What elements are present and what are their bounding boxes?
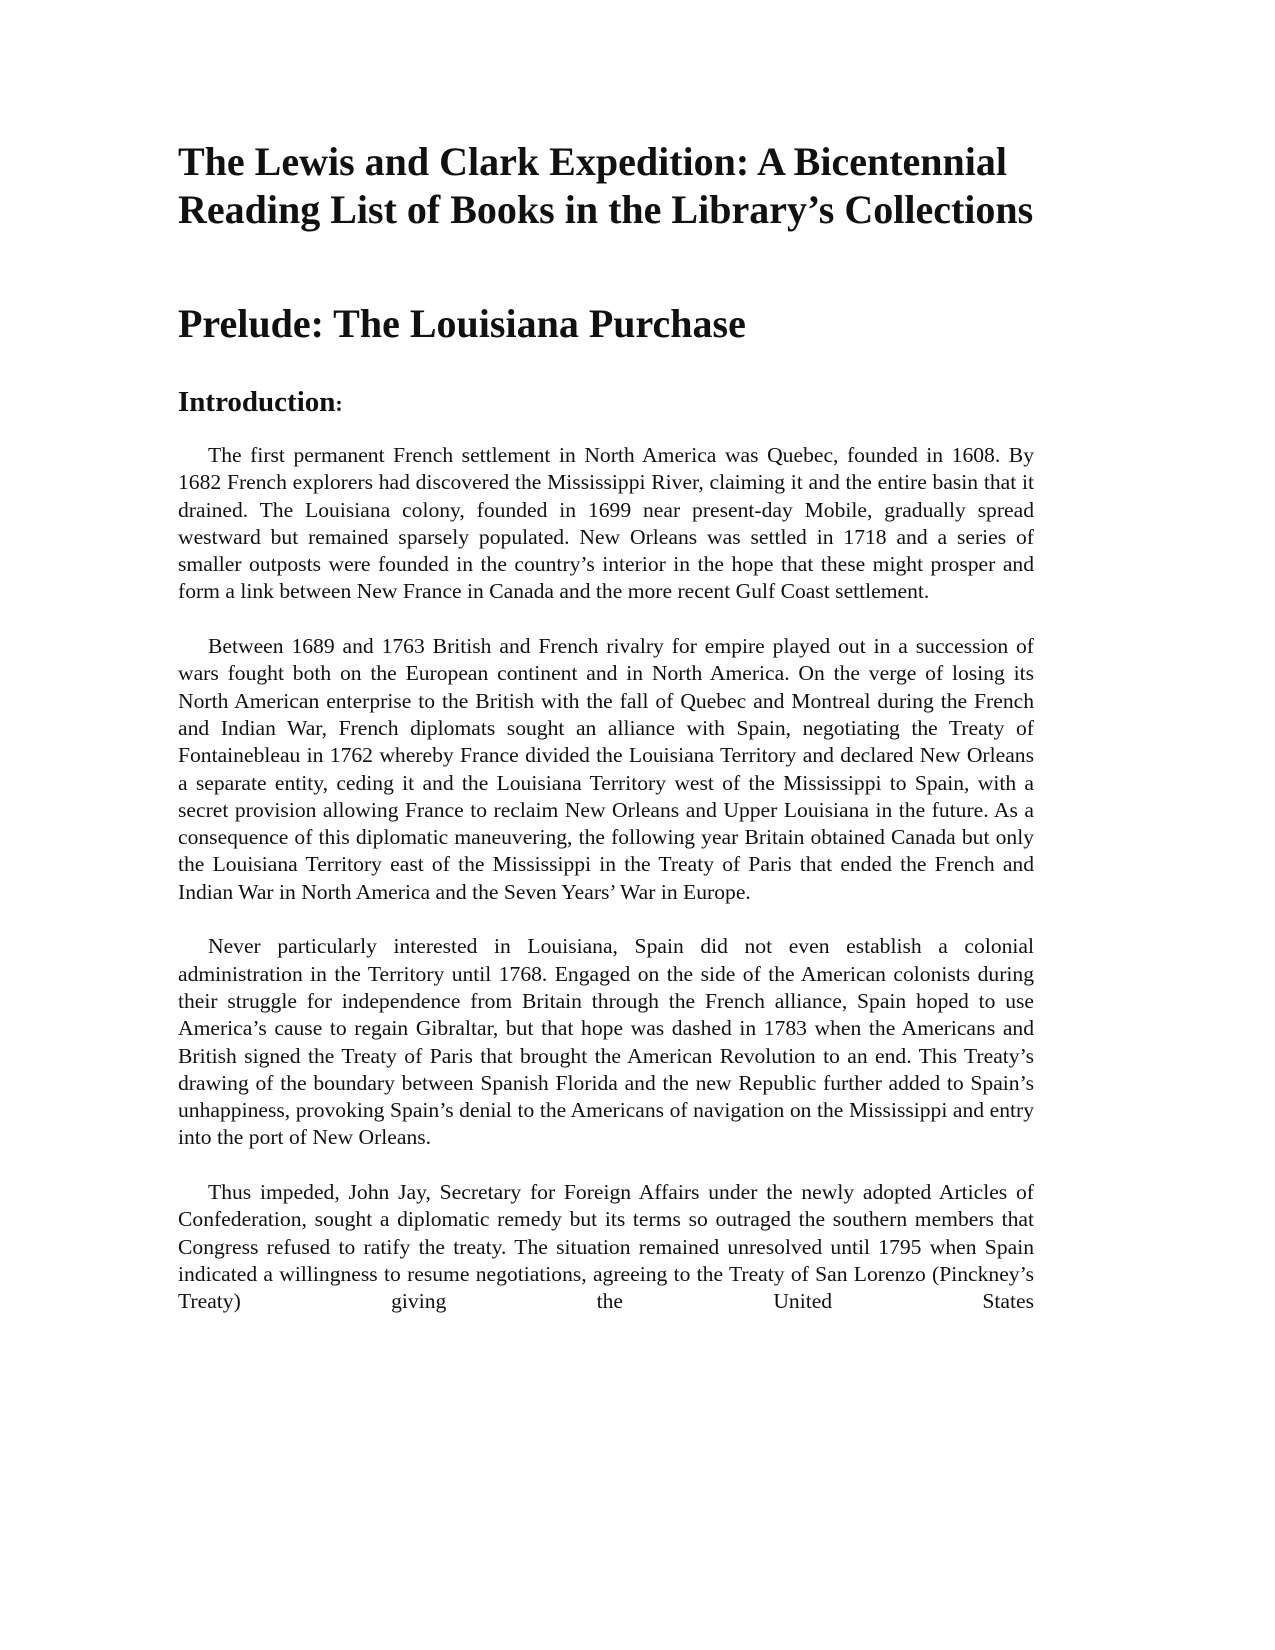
document-page bbox=[178, 138, 1034, 1343]
section-heading: Prelude: The Louisiana Purchase bbox=[178, 301, 746, 346]
subheading bbox=[178, 384, 1034, 422]
document-title bbox=[178, 138, 1034, 234]
paragraph: Thus impeded, John Jay, Secretary for Foreign Affairs under the newly adopted Articles of Confederation, sought a diplomatic remedy but its terms so outraged the southern members that Congress refused to ratify the treaty. The situation remained unresolved until 1795 when Spain indicated a willingness to resume negotiations, agreeing to the Treaty of San Lorenzo (Pinckney’s Treaty) giving the United States bbox=[178, 1180, 1034, 1314]
paragraph: Between 1689 and 1763 British and French rivalry for empire played out in a succession of wars fought both on the European continent and in North America. On the verge of losing its North American enterprise to the British with the fall of Quebec and Montreal during the French and Indian War, French diplomats sought an alliance with Spain, negotiating the Treaty of Fontainebleau in 1762 whereby France divided the Louisiana Territory and declared New Orleans a separate entity, ceding it and the Louisiana Territory west of the Mississippi to Spain, with a secret provision allowing France to reclaim New Orleans and Upper Louisiana in the future. As a consequence of this diplomatic maneuvering, the following year Britain obtained Canada but only the Louisiana Territory east of the Mississippi in the Treaty of Paris that ended the French and Indian War in North America and the Seven Years’ War in Europe. bbox=[178, 634, 1034, 904]
title-line-2: Reading List of Books in the Library’s Collections bbox=[178, 187, 1034, 232]
paragraph: Never particularly interested in Louisiana, Spain did not even establish a colonial administration in the Territory until 1768. Engaged on the side of the American colonists during their struggle for independence from Britain through the French alliance, Spain hoped to use America’s cause to regain Gibraltar, but that hope was dashed in 1783 when the Americans and British signed the Treaty of Paris that brought the American Revolution to an end. This Treaty’s drawing of the boundary between Spanish Florida and the new Republic further added to Spain’s unhappiness, provoking Spain’s denial to the Americans of navigation on the Mississippi and entry into the port of New Orleans. bbox=[178, 934, 1034, 1150]
paragraph: The first permanent French settlement in North America was Quebec, founded in 1608. By 1682 French explorers had discovered the Mississippi River, claiming it and the entire basin that it drained. The Louisiana colony, founded in 1699 near present-day Mobile, gradually spread westward but remained sparsely populated. New Orleans was settled in 1718 and a series of smaller outposts were founded in the country’s interior in the hope that these might prosper and form a link between New France in Canada and the more recent Gulf Coast settlement. bbox=[178, 443, 1034, 604]
title-line-1: The Lewis and Clark Expedition: A Bicentennial bbox=[178, 139, 1008, 184]
subheading-colon: : bbox=[335, 391, 343, 416]
body-text bbox=[178, 442, 1034, 1316]
subheading-text: Introduction bbox=[178, 386, 336, 418]
